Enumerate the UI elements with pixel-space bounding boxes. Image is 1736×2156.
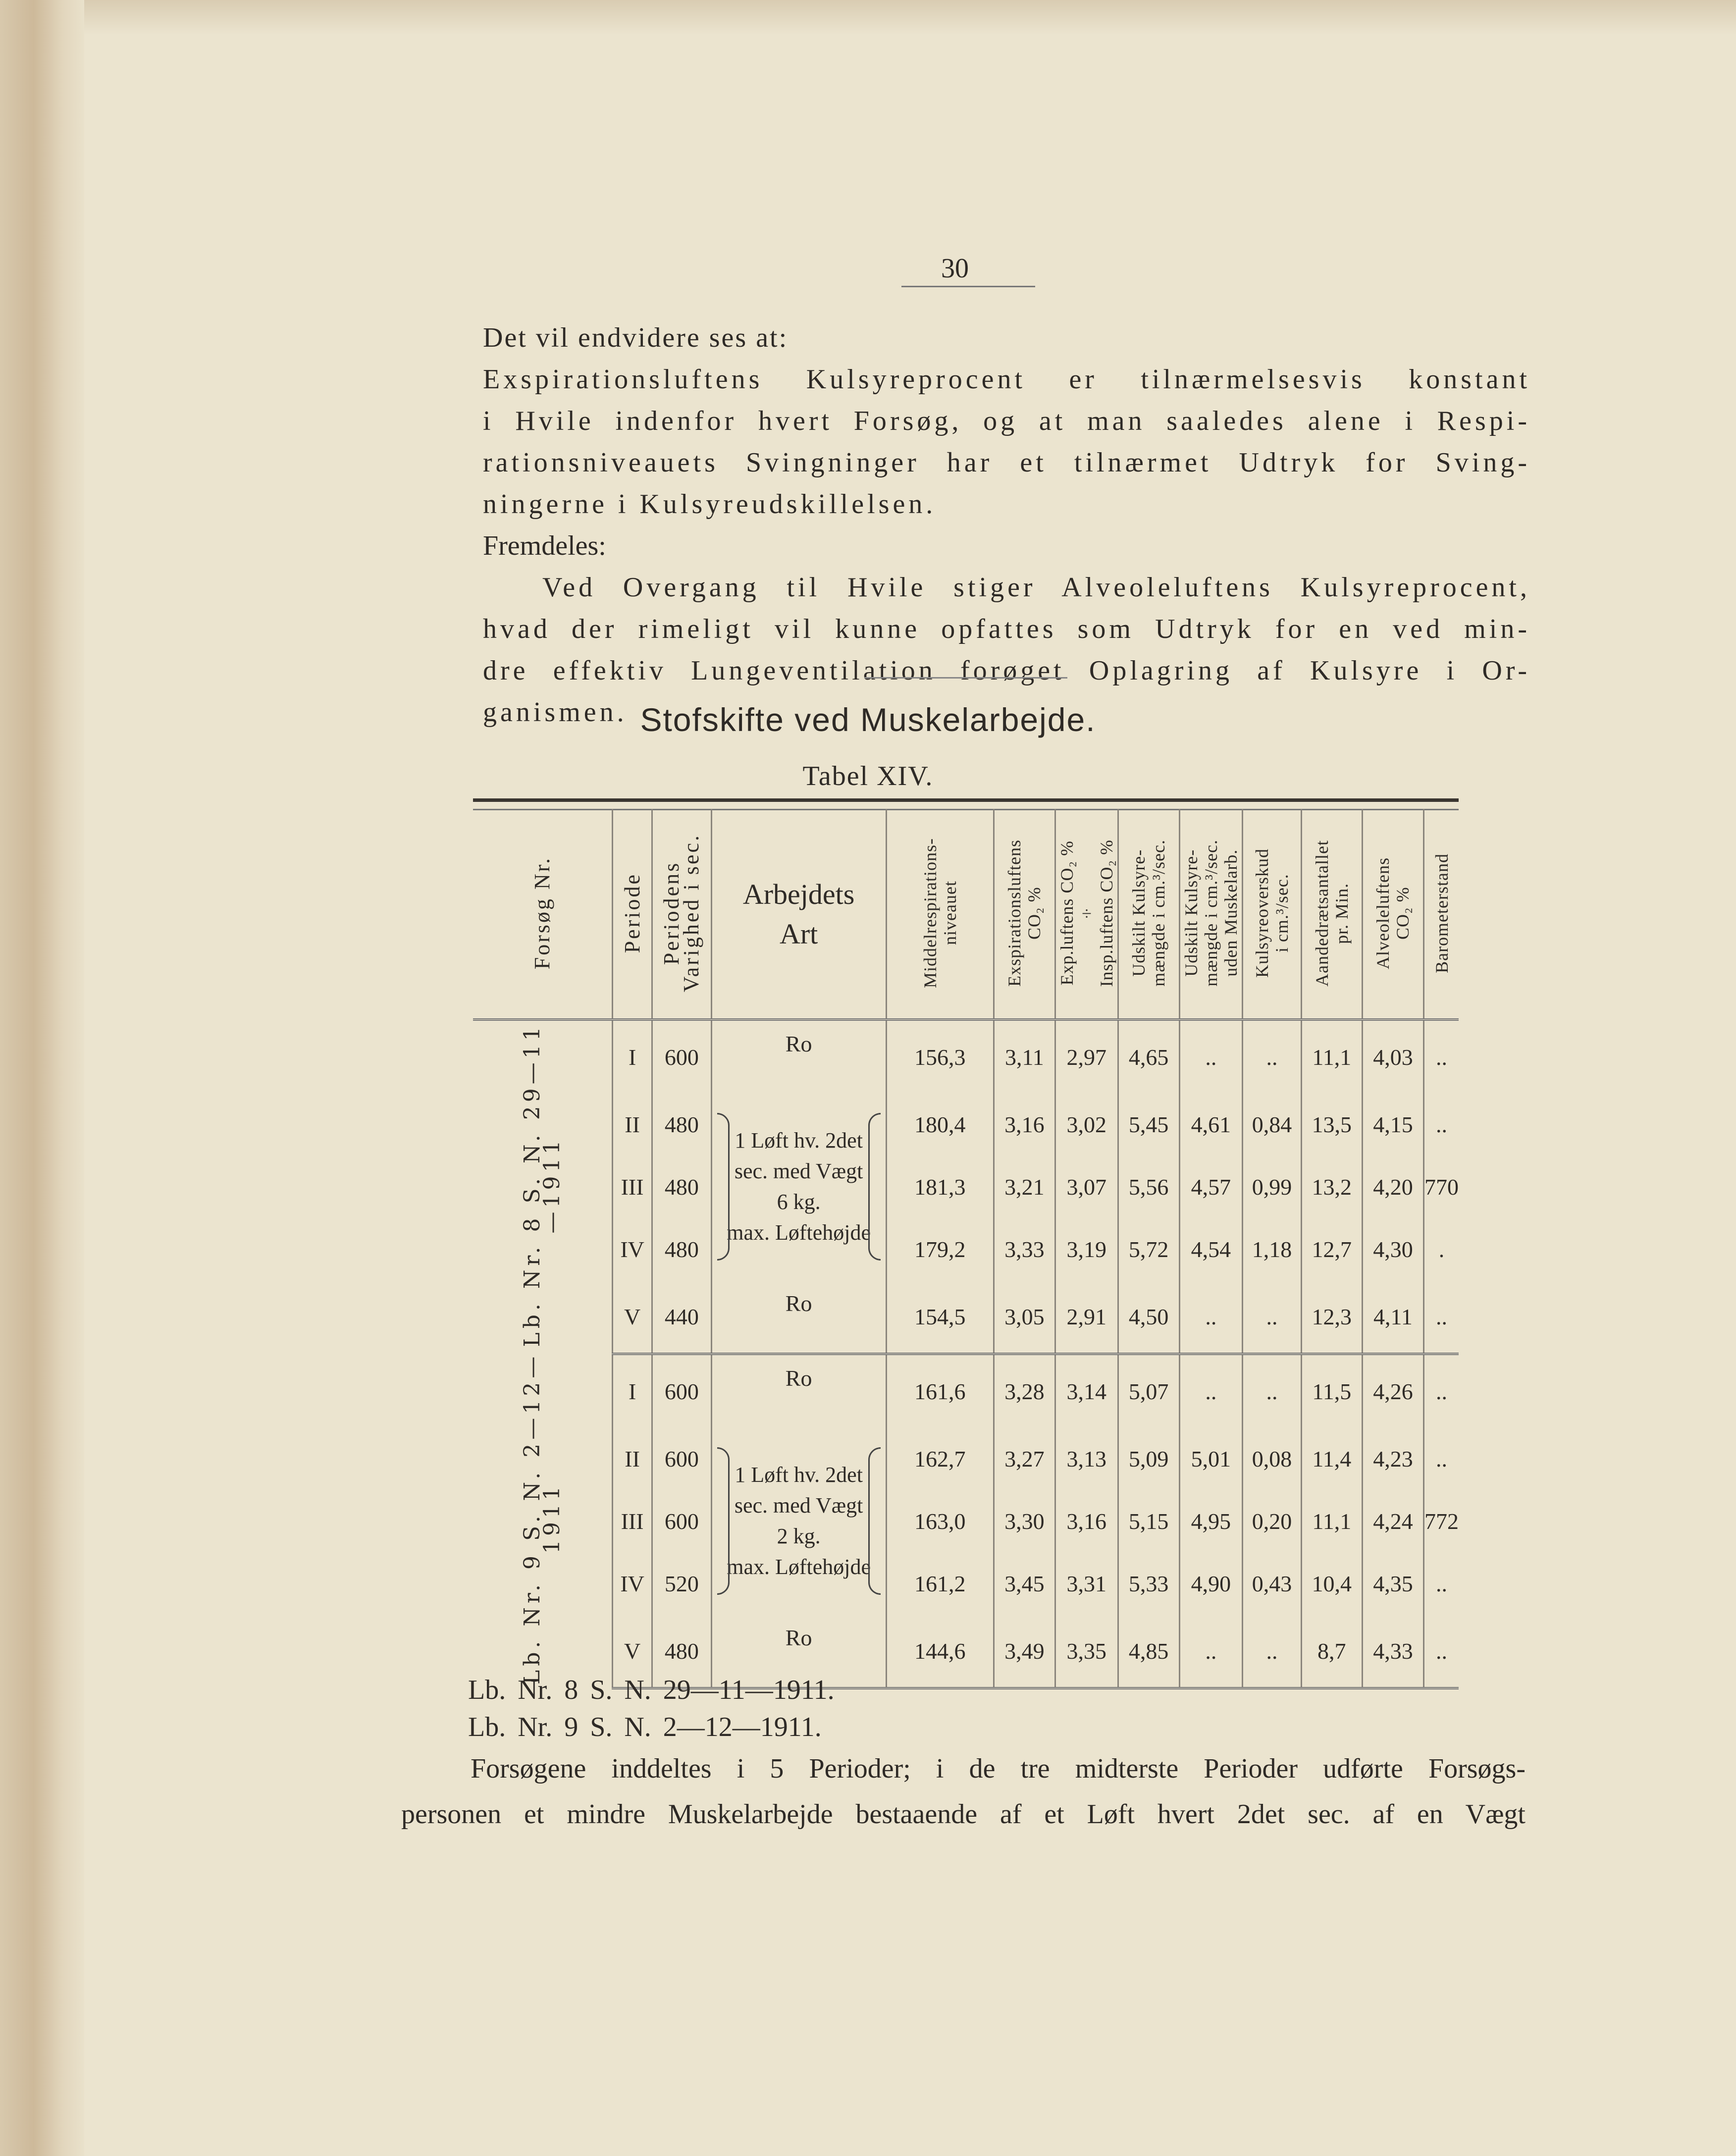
cell-udskilt: 4,85 (1118, 1615, 1179, 1688)
cell-uden: 4,61 (1179, 1093, 1243, 1156)
table-row (473, 1427, 1459, 1490)
cell-art: Ro (711, 1354, 886, 1428)
body-line: ganismen. (483, 697, 628, 728)
brace-right (868, 1113, 881, 1261)
cell-overskud: 0,84 (1243, 1093, 1302, 1156)
cell-middel: 161,6 (886, 1354, 994, 1428)
cell-diff: 3,07 (1055, 1156, 1118, 1218)
body-line: Fremdeles: (483, 530, 606, 561)
cell-periode: I (613, 1354, 652, 1428)
cell-uden: 4,57 (1179, 1156, 1243, 1218)
cell-overskud: 0,99 (1243, 1156, 1302, 1218)
header-periode: Periode (613, 810, 652, 1020)
cell-alveole: 4,24 (1362, 1490, 1423, 1552)
cell-udskilt: 5,15 (1118, 1490, 1179, 1552)
cell-barometer: .. (1424, 1093, 1459, 1156)
cell-work-description (711, 1427, 886, 1615)
cell-uden: 4,90 (1179, 1552, 1243, 1615)
cell-alveole: 4,15 (1362, 1093, 1423, 1156)
cell-udskilt: 5,07 (1118, 1354, 1179, 1428)
cell-diff: 2,97 (1055, 1020, 1118, 1094)
cell-varighed: 600 (652, 1020, 711, 1094)
cell-art: Ro (711, 1280, 886, 1354)
cell-exsp: 3,49 (994, 1615, 1055, 1688)
brace-left (717, 1113, 730, 1261)
cell-uden: 5,01 (1179, 1427, 1243, 1490)
page-top-edge (84, 0, 1736, 35)
cell-middel: 154,5 (886, 1280, 994, 1354)
cell-alveole: 4,30 (1362, 1218, 1423, 1280)
page-edge (0, 0, 84, 2156)
header-forsog: Forsøg Nr. (473, 810, 613, 1020)
table-row (473, 1218, 1459, 1280)
body-line: Ved Overgang til Hvile stiger Alveoleluftens Kulsyreprocent, (542, 572, 1530, 603)
cell-varighed: 440 (652, 1280, 711, 1354)
cell-work-description (711, 1093, 886, 1280)
cell-exsp: 3,28 (994, 1354, 1055, 1428)
cell-middel: 144,6 (886, 1615, 994, 1688)
cell-alveole: 4,23 (1362, 1427, 1423, 1490)
header-barometer: Barometerstand (1424, 810, 1459, 1020)
cell-exsp: 3,05 (994, 1280, 1055, 1354)
table-header-row (473, 810, 1459, 1020)
cell-uden: 4,54 (1179, 1218, 1243, 1280)
table-row (473, 1156, 1459, 1218)
cell-periode: IV (613, 1552, 652, 1615)
work-line: sec. med Vægt (734, 1159, 863, 1183)
cell-barometer: .. (1424, 1354, 1459, 1428)
cell-exsp: 3,16 (994, 1093, 1055, 1156)
body-line: Det vil endvidere ses at: (483, 322, 789, 353)
cell-overskud: .. (1243, 1020, 1302, 1094)
cell-diff: 3,35 (1055, 1615, 1118, 1688)
body-line: i Hvile indenfor hvert Forsøg, og at man saaledes alene i Respi- (483, 406, 1530, 436)
cell-udskilt: 5,56 (1118, 1156, 1179, 1218)
table-row (473, 1093, 1459, 1156)
cell-aande: 11,1 (1301, 1490, 1362, 1552)
cell-udskilt: 5,72 (1118, 1218, 1179, 1280)
cell-overskud: 0,08 (1243, 1427, 1302, 1490)
cell-udskilt: 5,45 (1118, 1093, 1179, 1156)
cell-periode: V (613, 1280, 652, 1354)
cell-exsp: 3,45 (994, 1552, 1055, 1615)
cell-art: Ro (711, 1020, 886, 1094)
cell-barometer: . (1424, 1218, 1459, 1280)
header-alveole: Alveoleluftens CO₂ % (1362, 810, 1423, 1020)
cell-overskud: .. (1243, 1354, 1302, 1428)
brace-right (868, 1447, 881, 1595)
cell-overskud: 1,18 (1243, 1218, 1302, 1280)
header-diff: Exp.luftens CO₂ % ÷ Insp.luftens CO₂ % (1055, 810, 1118, 1020)
cell-barometer: .. (1424, 1280, 1459, 1354)
cell-middel: 161,2 (886, 1552, 994, 1615)
cell-periode: II (613, 1427, 652, 1490)
cell-middel: 162,7 (886, 1427, 994, 1490)
page-number: 30 (941, 253, 969, 284)
cell-aande: 11,4 (1301, 1427, 1362, 1490)
cell-aande: 11,1 (1301, 1020, 1362, 1094)
cell-alveole: 4,11 (1362, 1280, 1423, 1354)
cell-exsp: 3,11 (994, 1020, 1055, 1094)
cell-aande: 13,5 (1301, 1093, 1362, 1156)
section-divider (864, 677, 1067, 679)
cell-exsp: 3,33 (994, 1218, 1055, 1280)
work-line: sec. med Vægt (734, 1493, 863, 1518)
cell-aande: 13,2 (1301, 1156, 1362, 1218)
cell-diff: 3,13 (1055, 1427, 1118, 1490)
cell-diff: 3,19 (1055, 1218, 1118, 1280)
work-line: 1 Løft hv. 2det (735, 1463, 863, 1487)
body-line: rationsniveauets Svingninger har et tilnærmet Udtryk for Sving- (483, 447, 1530, 478)
data-table-container (473, 798, 1459, 1689)
table-title: Tabel XIV. (802, 761, 934, 791)
cell-diff: 3,14 (1055, 1354, 1118, 1428)
header-art: Arbejdets Art (711, 810, 886, 1020)
body-line: Exspirationsluftens Kulsyreprocent er tilnærmelsesvis konstant (483, 364, 1530, 395)
cell-periode: III (613, 1490, 652, 1552)
body-line: hvad der rimeligt vil kunne opfattes som Udtryk for en ved min- (483, 614, 1530, 644)
cell-varighed: 480 (652, 1093, 711, 1156)
work-line: 1 Løft hv. 2det (735, 1128, 863, 1153)
cell-udskilt: 5,09 (1118, 1427, 1179, 1490)
cell-udskilt: 4,50 (1118, 1280, 1179, 1354)
page-number-rule (901, 286, 1035, 287)
cell-aande: 12,7 (1301, 1218, 1362, 1280)
header-aande: Aandedrætsantallet pr. Min. (1301, 810, 1362, 1020)
work-line: max. Løftehøjde (727, 1220, 871, 1245)
cell-varighed: 480 (652, 1156, 711, 1218)
cell-middel: 180,4 (886, 1093, 994, 1156)
table-row (473, 1490, 1459, 1552)
header-middel: Middelrespirations- niveauet (886, 810, 994, 1020)
header-exsp: Exspirationsluftens CO₂ % (994, 810, 1055, 1020)
cell-aande: 11,5 (1301, 1354, 1362, 1428)
cell-uden: 4,95 (1179, 1490, 1243, 1552)
header-overskud: Kulsyreoverskud i cm.³/sec. (1243, 810, 1302, 1020)
cell-diff: 3,16 (1055, 1490, 1118, 1552)
cell-diff: 3,31 (1055, 1552, 1118, 1615)
cell-uden: .. (1179, 1280, 1243, 1354)
header-udskilt: Udskilt Kulsyre- mængde i cm.³/sec. (1118, 810, 1179, 1020)
cell-diff: 2,91 (1055, 1280, 1118, 1354)
paragraph-line: Forsøgene inddeltes i 5 Perioder; i de tre midterste Perioder udførte Forsøgs- (471, 1753, 1526, 1784)
cell-barometer: .. (1424, 1552, 1459, 1615)
body-line: dre effektiv Lungeventilation forøget Oplagring af Kulsyre i Or- (483, 655, 1530, 686)
cell-varighed: 480 (652, 1615, 711, 1688)
table-row (473, 1280, 1459, 1354)
cell-varighed: 520 (652, 1552, 711, 1615)
body-text (483, 317, 1530, 733)
cell-varighed: 600 (652, 1427, 711, 1490)
table-row (473, 1020, 1459, 1094)
header-varighed: Periodens Varighed i sec. (652, 810, 711, 1020)
header-uden: Udskilt Kulsyre- mængde i cm.³/sec. uden Muskelarb. (1179, 810, 1243, 1020)
cell-alveole: 4,03 (1362, 1020, 1423, 1094)
cell-aande: 8,7 (1301, 1615, 1362, 1688)
cell-periode: IV (613, 1218, 652, 1280)
cell-barometer: 772 (1424, 1490, 1459, 1552)
cell-middel: 179,2 (886, 1218, 994, 1280)
cell-middel: 163,0 (886, 1490, 994, 1552)
cell-alveole: 4,35 (1362, 1552, 1423, 1615)
cell-overskud: 0,20 (1243, 1490, 1302, 1552)
body-line: ningerne i Kulsyreudskillelsen. (483, 489, 937, 520)
paragraph-line: personen et mindre Muskelarbejde bestaaende af et Løft hvert 2det sec. af en Vægt (401, 1799, 1526, 1830)
cell-diff: 3,02 (1055, 1093, 1118, 1156)
cell-exsp: 3,30 (994, 1490, 1055, 1552)
cell-alveole: 4,33 (1362, 1615, 1423, 1688)
footnote: Lb. Nr. 9 S. N. 2—12—1911. (468, 1712, 822, 1742)
cell-overskud: .. (1243, 1615, 1302, 1688)
cell-exsp: 3,27 (994, 1427, 1055, 1490)
work-line: 6 kg. (777, 1190, 821, 1214)
cell-udskilt: 4,65 (1118, 1020, 1179, 1094)
cell-alveole: 4,20 (1362, 1156, 1423, 1218)
cell-periode: III (613, 1156, 652, 1218)
cell-udskilt: 5,33 (1118, 1552, 1179, 1615)
cell-aande: 10,4 (1301, 1552, 1362, 1615)
section-title: Stofskifte ved Muskelarbejde. (640, 701, 1096, 738)
brace-left (717, 1447, 730, 1595)
cell-varighed: 600 (652, 1354, 711, 1428)
work-line: max. Løftehøjde (727, 1555, 871, 1579)
cell-periode: I (613, 1020, 652, 1094)
experiment-label: Lb. Nr. 9 S. N. 2—12—1911 (520, 1352, 565, 1684)
cell-varighed: 600 (652, 1490, 711, 1552)
cell-barometer: 770 (1424, 1156, 1459, 1218)
cell-overskud: 0,43 (1243, 1552, 1302, 1615)
work-line: 2 kg. (777, 1524, 821, 1548)
cell-art: Ro (711, 1615, 886, 1688)
cell-barometer: .. (1424, 1615, 1459, 1688)
cell-middel: 181,3 (886, 1156, 994, 1218)
cell-uden: .. (1179, 1354, 1243, 1428)
cell-uden: .. (1179, 1020, 1243, 1094)
cell-barometer: .. (1424, 1427, 1459, 1490)
table-row (473, 1354, 1459, 1428)
paragraph (401, 1746, 1526, 1837)
data-table (473, 809, 1459, 1689)
cell-exsp: 3,21 (994, 1156, 1055, 1218)
cell-uden: .. (1179, 1615, 1243, 1688)
cell-middel: 156,3 (886, 1020, 994, 1094)
cell-barometer: .. (1424, 1020, 1459, 1094)
cell-varighed: 480 (652, 1218, 711, 1280)
cell-aande: 12,3 (1301, 1280, 1362, 1354)
table-row (473, 1552, 1459, 1615)
experiment-label: Lb. Nr. 8 S. N. 29—11—1911 (520, 1022, 565, 1347)
cell-overskud: .. (1243, 1280, 1302, 1354)
cell-periode: V (613, 1615, 652, 1688)
footnote: Lb. Nr. 8 S. N. 29—11—1911. (468, 1675, 835, 1705)
cell-alveole: 4,26 (1362, 1354, 1423, 1428)
cell-periode: II (613, 1093, 652, 1156)
